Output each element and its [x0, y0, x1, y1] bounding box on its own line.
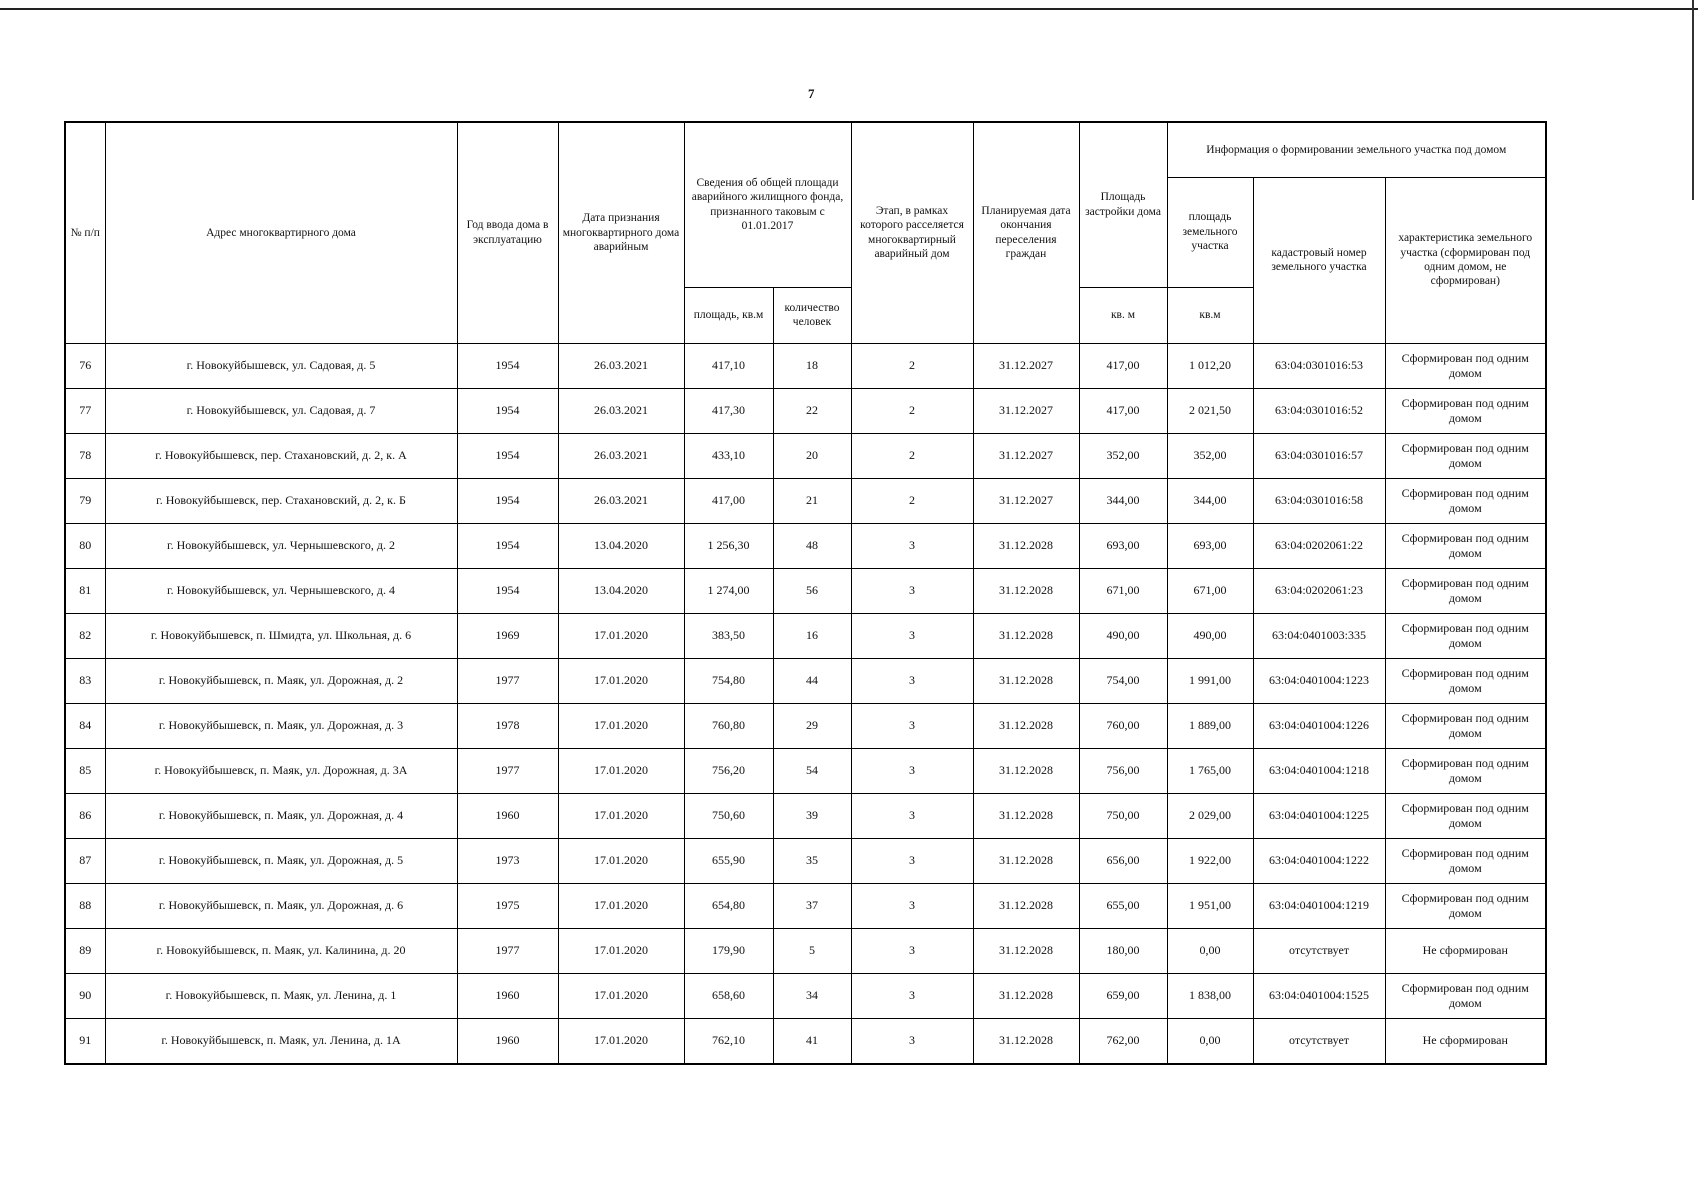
cell-recognition-date: 26.03.2021 [558, 433, 684, 478]
table-row [65, 1018, 1546, 1064]
table-row [65, 748, 1546, 793]
cell-year: 1954 [457, 433, 558, 478]
cell-cadastral: 63:04:0301016:53 [1253, 343, 1385, 388]
cell-num: 88 [65, 883, 105, 928]
cell-people: 5 [773, 928, 851, 973]
cell-num: 80 [65, 523, 105, 568]
cell-address: г. Новокуйбышевск, ул. Садовая, д. 7 [105, 388, 457, 433]
header-built-area-unit: кв. м [1079, 287, 1167, 343]
cell-people: 44 [773, 658, 851, 703]
table-row [65, 433, 1546, 478]
cell-built-area: 756,00 [1079, 748, 1167, 793]
cell-area: 762,10 [684, 1018, 773, 1064]
cell-num: 89 [65, 928, 105, 973]
cell-land-area: 1 991,00 [1167, 658, 1253, 703]
cell-land-area: 1 922,00 [1167, 838, 1253, 883]
cell-land-area: 1 012,20 [1167, 343, 1253, 388]
cell-status: Сформирован под одним домом [1385, 523, 1546, 568]
cell-num: 87 [65, 838, 105, 883]
cell-year: 1960 [457, 973, 558, 1018]
cell-planned-date: 31.12.2027 [973, 433, 1079, 478]
cell-stage: 3 [851, 1018, 973, 1064]
cell-area: 179,90 [684, 928, 773, 973]
cell-built-area: 490,00 [1079, 613, 1167, 658]
cell-recognition-date: 26.03.2021 [558, 343, 684, 388]
cell-year: 1954 [457, 343, 558, 388]
cell-address: г. Новокуйбышевск, п. Маяк, ул. Калинина, д. 20 [105, 928, 457, 973]
cell-area: 754,80 [684, 658, 773, 703]
cell-area: 760,80 [684, 703, 773, 748]
cell-cadastral: 63:04:0301016:58 [1253, 478, 1385, 523]
cell-address: г. Новокуйбышевск, п. Шмидта, ул. Школьная, д. 6 [105, 613, 457, 658]
table-row [65, 343, 1546, 388]
cell-people: 16 [773, 613, 851, 658]
cell-year: 1973 [457, 838, 558, 883]
cell-num: 81 [65, 568, 105, 613]
cell-stage: 3 [851, 613, 973, 658]
cell-recognition-date: 17.01.2020 [558, 973, 684, 1018]
cell-cadastral: 63:04:0301016:52 [1253, 388, 1385, 433]
header-stage: Этап, в рамках которого расселяется многоквартирный аварийный дом [851, 122, 973, 343]
cell-cadastral: 63:04:0401004:1223 [1253, 658, 1385, 703]
header-people: количество человек [773, 287, 851, 343]
right-border-line [1692, 0, 1694, 200]
cell-num: 78 [65, 433, 105, 478]
cell-cadastral: 63:04:0301016:57 [1253, 433, 1385, 478]
cell-stage: 2 [851, 388, 973, 433]
cell-status: Сформирован под одним домом [1385, 973, 1546, 1018]
cell-num: 76 [65, 343, 105, 388]
cell-status: Сформирован под одним домом [1385, 433, 1546, 478]
header-year: Год ввода дома в эксплуатацию [457, 122, 558, 343]
cell-planned-date: 31.12.2028 [973, 658, 1079, 703]
cell-status: Сформирован под одним домом [1385, 703, 1546, 748]
cell-cadastral: 63:04:0401004:1226 [1253, 703, 1385, 748]
header-area: площадь, кв.м [684, 287, 773, 343]
cell-recognition-date: 26.03.2021 [558, 388, 684, 433]
cell-planned-date: 31.12.2028 [973, 748, 1079, 793]
cell-area: 1 274,00 [684, 568, 773, 613]
housing-register-table [64, 121, 1547, 1065]
cell-area: 417,00 [684, 478, 773, 523]
cell-stage: 2 [851, 343, 973, 388]
cell-num: 79 [65, 478, 105, 523]
table-row [65, 973, 1546, 1018]
cell-year: 1960 [457, 1018, 558, 1064]
table-header [65, 122, 1546, 343]
cell-area: 750,60 [684, 793, 773, 838]
cell-stage: 3 [851, 973, 973, 1018]
cell-address: г. Новокуйбышевск, п. Маяк, ул. Дорожная, д. 5 [105, 838, 457, 883]
cell-address: г. Новокуйбышевск, п. Маяк, ул. Дорожная, д. 6 [105, 883, 457, 928]
cell-land-area: 2 021,50 [1167, 388, 1253, 433]
cell-land-area: 693,00 [1167, 523, 1253, 568]
cell-status: Сформирован под одним домом [1385, 883, 1546, 928]
cell-built-area: 344,00 [1079, 478, 1167, 523]
cell-area: 654,80 [684, 883, 773, 928]
header-built-area: Площадь застройки дома [1079, 122, 1167, 287]
cell-planned-date: 31.12.2027 [973, 388, 1079, 433]
cell-recognition-date: 17.01.2020 [558, 883, 684, 928]
cell-area: 417,10 [684, 343, 773, 388]
cell-area: 417,30 [684, 388, 773, 433]
table-row [65, 613, 1546, 658]
cell-cadastral: 63:04:0401004:1222 [1253, 838, 1385, 883]
cell-status: Сформирован под одним домом [1385, 568, 1546, 613]
cell-people: 29 [773, 703, 851, 748]
cell-people: 41 [773, 1018, 851, 1064]
cell-address: г. Новокуйбышевск, ул. Чернышевского, д. 4 [105, 568, 457, 613]
page-number: 7 [808, 86, 815, 101]
cell-recognition-date: 17.01.2020 [558, 748, 684, 793]
cell-year: 1977 [457, 748, 558, 793]
cell-people: 48 [773, 523, 851, 568]
cell-land-area: 352,00 [1167, 433, 1253, 478]
table-row [65, 478, 1546, 523]
table-row [65, 658, 1546, 703]
cell-planned-date: 31.12.2028 [973, 613, 1079, 658]
cell-num: 91 [65, 1018, 105, 1064]
table-row [65, 703, 1546, 748]
cell-address: г. Новокуйбышевск, пер. Стахановский, д. 2, к. А [105, 433, 457, 478]
cell-stage: 2 [851, 433, 973, 478]
cell-land-area: 0,00 [1167, 928, 1253, 973]
cell-area: 756,20 [684, 748, 773, 793]
cell-year: 1977 [457, 928, 558, 973]
cell-built-area: 655,00 [1079, 883, 1167, 928]
cell-num: 77 [65, 388, 105, 433]
cell-planned-date: 31.12.2027 [973, 343, 1079, 388]
table-row [65, 793, 1546, 838]
cell-address: г. Новокуйбышевск, ул. Садовая, д. 5 [105, 343, 457, 388]
top-border-line [0, 8, 1698, 10]
cell-people: 22 [773, 388, 851, 433]
cell-status: Сформирован под одним домом [1385, 343, 1546, 388]
cell-status: Не сформирован [1385, 928, 1546, 973]
cell-address: г. Новокуйбышевск, п. Маяк, ул. Дорожная, д. 2 [105, 658, 457, 703]
cell-area: 658,60 [684, 973, 773, 1018]
cell-built-area: 754,00 [1079, 658, 1167, 703]
cell-people: 20 [773, 433, 851, 478]
cell-cadastral: 63:04:0401004:1219 [1253, 883, 1385, 928]
table-row [65, 568, 1546, 613]
cell-cadastral: 63:04:0401004:1225 [1253, 793, 1385, 838]
cell-num: 82 [65, 613, 105, 658]
cell-num: 85 [65, 748, 105, 793]
cell-status: Сформирован под одним домом [1385, 478, 1546, 523]
cell-recognition-date: 17.01.2020 [558, 1018, 684, 1064]
table-row [65, 523, 1546, 568]
cell-planned-date: 31.12.2028 [973, 973, 1079, 1018]
cell-recognition-date: 13.04.2020 [558, 568, 684, 613]
cell-built-area: 417,00 [1079, 343, 1167, 388]
cell-cadastral: 63:04:0202061:22 [1253, 523, 1385, 568]
cell-land-area: 1 838,00 [1167, 973, 1253, 1018]
cell-cadastral: 63:04:0401003:335 [1253, 613, 1385, 658]
cell-address: г. Новокуйбышевск, п. Маяк, ул. Ленина, д. 1 [105, 973, 457, 1018]
cell-planned-date: 31.12.2028 [973, 928, 1079, 973]
cell-people: 21 [773, 478, 851, 523]
cell-built-area: 417,00 [1079, 388, 1167, 433]
cell-land-area: 671,00 [1167, 568, 1253, 613]
cell-stage: 3 [851, 703, 973, 748]
cell-status: Сформирован под одним домом [1385, 838, 1546, 883]
cell-planned-date: 31.12.2028 [973, 838, 1079, 883]
cell-recognition-date: 17.01.2020 [558, 793, 684, 838]
header-land-area-unit: кв.м [1167, 287, 1253, 343]
cell-land-area: 0,00 [1167, 1018, 1253, 1064]
cell-planned-date: 31.12.2028 [973, 703, 1079, 748]
cell-status: Сформирован под одним домом [1385, 388, 1546, 433]
cell-status: Не сформирован [1385, 1018, 1546, 1064]
cell-people: 35 [773, 838, 851, 883]
cell-built-area: 760,00 [1079, 703, 1167, 748]
cell-built-area: 180,00 [1079, 928, 1167, 973]
cell-year: 1954 [457, 388, 558, 433]
cell-built-area: 750,00 [1079, 793, 1167, 838]
cell-planned-date: 31.12.2028 [973, 568, 1079, 613]
cell-land-area: 1 951,00 [1167, 883, 1253, 928]
header-recognition-date: Дата признания многоквартирного дома аварийным [558, 122, 684, 343]
cell-recognition-date: 17.01.2020 [558, 658, 684, 703]
cell-stage: 3 [851, 658, 973, 703]
header-num: № п/п [65, 122, 105, 343]
cell-people: 37 [773, 883, 851, 928]
header-planned-date: Планируемая дата окончания переселения граждан [973, 122, 1079, 343]
header-area-info: Сведения об общей площади аварийного жилищного фонда, признанного таковым с 01.01.2017 [684, 122, 851, 287]
cell-address: г. Новокуйбышевск, ул. Чернышевского, д. 2 [105, 523, 457, 568]
cell-year: 1954 [457, 568, 558, 613]
cell-planned-date: 31.12.2027 [973, 478, 1079, 523]
cell-year: 1954 [457, 523, 558, 568]
cell-cadastral: отсутствует [1253, 1018, 1385, 1064]
cell-num: 86 [65, 793, 105, 838]
cell-built-area: 693,00 [1079, 523, 1167, 568]
cell-status: Сформирован под одним домом [1385, 748, 1546, 793]
cell-area: 383,50 [684, 613, 773, 658]
cell-land-area: 1 889,00 [1167, 703, 1253, 748]
cell-stage: 3 [851, 883, 973, 928]
cell-stage: 2 [851, 478, 973, 523]
cell-area: 655,90 [684, 838, 773, 883]
header-land-area: площадь земельного участка [1167, 177, 1253, 287]
cell-stage: 3 [851, 928, 973, 973]
cell-people: 39 [773, 793, 851, 838]
cell-cadastral: 63:04:0401004:1218 [1253, 748, 1385, 793]
cell-built-area: 352,00 [1079, 433, 1167, 478]
header-land-info: Информация о формировании земельного участка под домом [1167, 122, 1546, 177]
cell-recognition-date: 26.03.2021 [558, 478, 684, 523]
cell-built-area: 671,00 [1079, 568, 1167, 613]
cell-address: г. Новокуйбышевск, п. Маяк, ул. Дорожная, д. 4 [105, 793, 457, 838]
cell-land-area: 490,00 [1167, 613, 1253, 658]
cell-cadastral: 63:04:0202061:23 [1253, 568, 1385, 613]
cell-land-area: 1 765,00 [1167, 748, 1253, 793]
header-cadastral: кадастровый номер земельного участка [1253, 177, 1385, 343]
cell-people: 18 [773, 343, 851, 388]
cell-built-area: 659,00 [1079, 973, 1167, 1018]
table-body [65, 343, 1546, 1064]
cell-stage: 3 [851, 748, 973, 793]
cell-year: 1969 [457, 613, 558, 658]
cell-recognition-date: 17.01.2020 [558, 928, 684, 973]
cell-status: Сформирован под одним домом [1385, 658, 1546, 703]
cell-area: 433,10 [684, 433, 773, 478]
table-row [65, 883, 1546, 928]
cell-people: 54 [773, 748, 851, 793]
cell-address: г. Новокуйбышевск, п. Маяк, ул. Ленина, д. 1А [105, 1018, 457, 1064]
cell-recognition-date: 17.01.2020 [558, 703, 684, 748]
cell-status: Сформирован под одним домом [1385, 613, 1546, 658]
cell-area: 1 256,30 [684, 523, 773, 568]
cell-recognition-date: 13.04.2020 [558, 523, 684, 568]
cell-stage: 3 [851, 523, 973, 568]
cell-planned-date: 31.12.2028 [973, 523, 1079, 568]
cell-year: 1977 [457, 658, 558, 703]
table-row [65, 838, 1546, 883]
cell-built-area: 656,00 [1079, 838, 1167, 883]
cell-recognition-date: 17.01.2020 [558, 838, 684, 883]
cell-stage: 3 [851, 793, 973, 838]
cell-people: 56 [773, 568, 851, 613]
cell-cadastral: 63:04:0401004:1525 [1253, 973, 1385, 1018]
cell-recognition-date: 17.01.2020 [558, 613, 684, 658]
cell-built-area: 762,00 [1079, 1018, 1167, 1064]
cell-num: 84 [65, 703, 105, 748]
cell-planned-date: 31.12.2028 [973, 793, 1079, 838]
cell-land-area: 344,00 [1167, 478, 1253, 523]
table-row [65, 928, 1546, 973]
cell-address: г. Новокуйбышевск, п. Маяк, ул. Дорожная, д. 3А [105, 748, 457, 793]
cell-address: г. Новокуйбышевск, пер. Стахановский, д. 2, к. Б [105, 478, 457, 523]
table-row [65, 388, 1546, 433]
cell-year: 1960 [457, 793, 558, 838]
header-address: Адрес многоквартирного дома [105, 122, 457, 343]
cell-planned-date: 31.12.2028 [973, 1018, 1079, 1064]
cell-num: 90 [65, 973, 105, 1018]
cell-year: 1978 [457, 703, 558, 748]
cell-year: 1975 [457, 883, 558, 928]
cell-cadastral: отсутствует [1253, 928, 1385, 973]
cell-people: 34 [773, 973, 851, 1018]
cell-stage: 3 [851, 838, 973, 883]
cell-num: 83 [65, 658, 105, 703]
cell-planned-date: 31.12.2028 [973, 883, 1079, 928]
header-characteristic: характеристика земельного участка (сформирован под одним домом, не сформирован) [1385, 177, 1546, 343]
cell-status: Сформирован под одним домом [1385, 793, 1546, 838]
cell-stage: 3 [851, 568, 973, 613]
cell-year: 1954 [457, 478, 558, 523]
cell-land-area: 2 029,00 [1167, 793, 1253, 838]
cell-address: г. Новокуйбышевск, п. Маяк, ул. Дорожная, д. 3 [105, 703, 457, 748]
